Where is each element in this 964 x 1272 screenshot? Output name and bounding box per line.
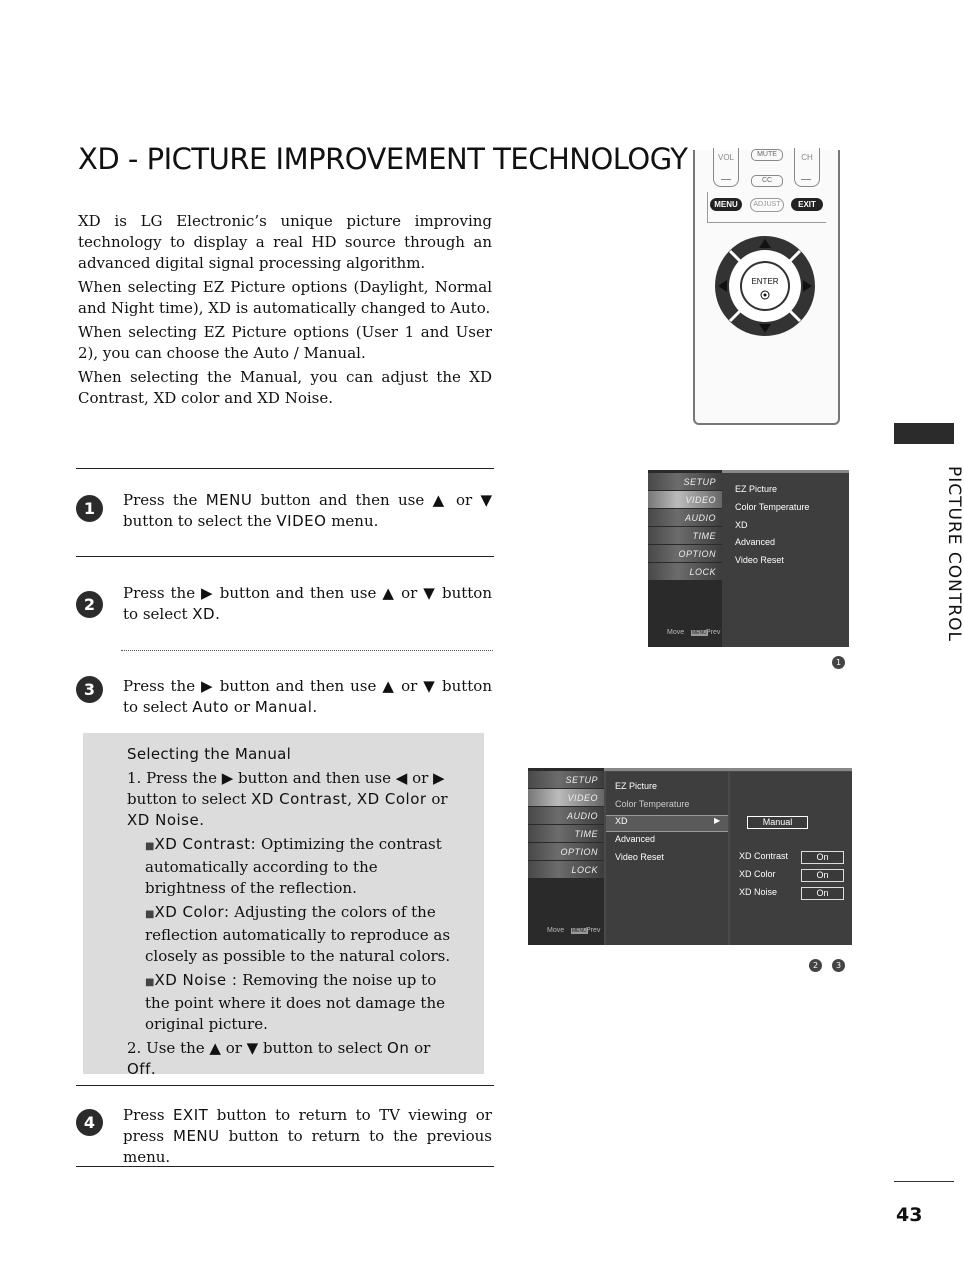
osd-tab-audio: AUDIO (684, 513, 716, 523)
intro-paragraph: When selecting EZ Picture options (Daylight, Normal and Night time), XD is automatically changed to Auto. (78, 278, 492, 317)
note-text: , (347, 790, 357, 808)
osd-menu-badge: MENU (572, 928, 587, 934)
keyword: XD Color: (154, 903, 230, 921)
bullet-icon: ■ (145, 909, 155, 920)
keyword: XD Contrast (251, 790, 348, 808)
vol-label: VOL (717, 153, 734, 162)
dotted-divider (121, 650, 493, 651)
osd-setting-value: On (801, 851, 844, 864)
step-2-number: 2 (76, 591, 103, 618)
osd-tab-video: VIDEO (567, 793, 598, 803)
osd-mode-value: Manual (747, 816, 808, 829)
keyword: MENU (173, 1127, 220, 1145)
page-title: XD - PICTURE IMPROVEMENT TECHNOLOGY (78, 142, 688, 176)
step-text: button to return to TV viewing or press (123, 1106, 492, 1145)
step-text: . (312, 698, 318, 716)
osd-setting-label: XD Noise (739, 887, 778, 897)
navigation-pad-icon (713, 234, 817, 338)
step-text: Press (123, 1106, 173, 1124)
osd-tab-lock: LOCK (689, 567, 716, 577)
step-1-number: 1 (76, 495, 103, 522)
osd-tab-lock: LOCK (571, 865, 598, 875)
note-item (127, 768, 463, 831)
osd-item: EZ Picture (735, 484, 778, 494)
osd-item: XD (735, 520, 748, 530)
step-text: . (215, 605, 220, 623)
note-box (83, 733, 484, 1078)
step-3-number: 3 (76, 676, 103, 703)
osd-xd-menu-screenshot (528, 768, 852, 945)
osd-setting-label: XD Color (739, 869, 776, 879)
section-tab-marker (894, 423, 954, 444)
divider (76, 468, 494, 469)
keyword: XD Color (356, 790, 427, 808)
note-text: 2. Use the ▲ or ▼ button to select (127, 1039, 388, 1057)
step-text: button and then use ▲ or ▼ button to select the (123, 491, 492, 530)
note-bullet (145, 970, 463, 1035)
osd-prev-hint: Prev (706, 629, 721, 636)
step-text: button to return to the previous menu. (123, 1127, 492, 1166)
osd-tab-option: OPTION (560, 847, 598, 857)
keyword: VIDEO (276, 512, 327, 530)
step-text: menu. (326, 512, 379, 530)
note-item (127, 1038, 463, 1080)
note-text: Removing the noise up to the point where it does not damage the original picture. (145, 971, 445, 1033)
osd-top-border (604, 768, 852, 771)
ch-label: CH (801, 153, 813, 162)
keyword: XD Noise : (154, 971, 238, 989)
intro-paragraph: XD is LG Electronic’s unique picture improving technology to display a real HD source through an advanced digital signal processing algorithm. (78, 212, 492, 272)
step-4-number: 4 (76, 1109, 103, 1136)
osd-menu-badge: MENU (692, 630, 707, 636)
keyword: EXIT (172, 1106, 209, 1124)
page-number: 43 (896, 1204, 923, 1226)
note-bullet (145, 834, 463, 899)
note-bullet (145, 902, 463, 967)
osd-tab-column (528, 768, 604, 945)
osd-setting-label: XD Contrast (739, 851, 789, 861)
osd-setting-value: On (801, 869, 844, 882)
cc-button: CC (751, 175, 783, 187)
page-number-rule (894, 1181, 954, 1182)
osd-tab-time: TIME (692, 531, 716, 541)
osd-top-border (722, 470, 849, 473)
menu-button: MENU (710, 198, 742, 211)
ch-minus-icon (801, 179, 811, 180)
osd-item: EZ Picture (615, 781, 658, 791)
osd-move-hint: Move (667, 629, 685, 636)
osd-tab-column (648, 470, 722, 647)
bullet-icon: ■ (145, 841, 155, 852)
note-text: or (409, 1039, 431, 1057)
note-body (127, 768, 463, 1080)
note-title: Selecting the Manual (127, 745, 292, 763)
keyword: Off (127, 1060, 151, 1078)
step-3-text (123, 676, 492, 718)
mute-button: MUTE (751, 149, 783, 161)
step-4-text (123, 1105, 492, 1168)
osd-tab-audio: AUDIO (566, 811, 598, 821)
adjust-button: ADJUST (750, 198, 784, 212)
osd-tab-time: TIME (574, 829, 598, 839)
bullet-icon: ■ (145, 977, 155, 988)
osd-setting-value: On (801, 887, 844, 900)
keyword: XD (192, 605, 216, 623)
reference-number: 1 (832, 656, 845, 669)
divider (76, 1085, 494, 1086)
exit-button: EXIT (791, 198, 823, 211)
divider (76, 556, 494, 557)
reference-number: 2 (809, 959, 822, 972)
osd-tab-setup: SETUP (565, 775, 598, 785)
note-text: . (150, 1060, 156, 1078)
osd-tab-option: OPTION (678, 549, 716, 559)
osd-item: Advanced (735, 537, 776, 547)
keyword: MENU (205, 491, 253, 509)
osd-tab-setup: SETUP (683, 477, 716, 487)
osd-move-hint: Move (547, 927, 565, 934)
keyword: XD Noise (127, 811, 200, 829)
section-label: PICTURE CONTROL (944, 466, 964, 642)
osd-item: Advanced (615, 834, 656, 844)
osd-arrow-icon: ▶ (714, 816, 721, 825)
osd-video-menu-screenshot (648, 470, 849, 647)
step-text: Press the ▶ button and then use ▲ or ▼ button to select (123, 677, 492, 716)
intro-paragraph: When selecting the Manual, you can adjust the XD Contrast, XD color and XD Noise. (78, 368, 492, 407)
intro-paragraph: When selecting EZ Picture options (User 1 and User 2), you can choose the Auto / Manual. (78, 323, 492, 362)
keyword: Auto (192, 698, 230, 716)
keyword: On (387, 1039, 410, 1057)
intro-text (78, 211, 492, 412)
enter-button-label: ENTER (751, 277, 779, 286)
keyword: XD Contrast: (154, 835, 257, 853)
step-text: Press the (123, 491, 206, 509)
note-text: Adjusting the colors of the reflection automatically to reproduce as closely as possible to the natural colors. (145, 903, 451, 965)
step-2-text (123, 583, 492, 625)
osd-tab-video: VIDEO (685, 495, 716, 505)
osd-item: Video Reset (615, 852, 664, 862)
note-text: 1. Press the ▶ button and then use ◀ or ▶ button to select (127, 769, 445, 808)
vol-minus-icon (721, 179, 731, 180)
step-text: Press the ▶ button and then use ▲ or ▼ button to select (123, 584, 492, 623)
step-text: or (229, 698, 255, 716)
remote-control-illustration (693, 150, 840, 425)
note-text: Optimizing the contrast automatically according to the brightness of the reflection. (145, 835, 442, 897)
note-text: . (199, 811, 204, 829)
osd-item: Color Temperature (735, 502, 810, 512)
keyword: Manual (254, 698, 313, 716)
reference-number: 3 (832, 959, 845, 972)
osd-prev-hint: Prev (586, 927, 601, 934)
osd-item: Color Temperature (615, 799, 690, 809)
osd-item: Video Reset (735, 555, 784, 565)
note-text: or (426, 790, 448, 808)
step-1-text (123, 490, 492, 532)
osd-item-selected: XD (615, 816, 628, 826)
